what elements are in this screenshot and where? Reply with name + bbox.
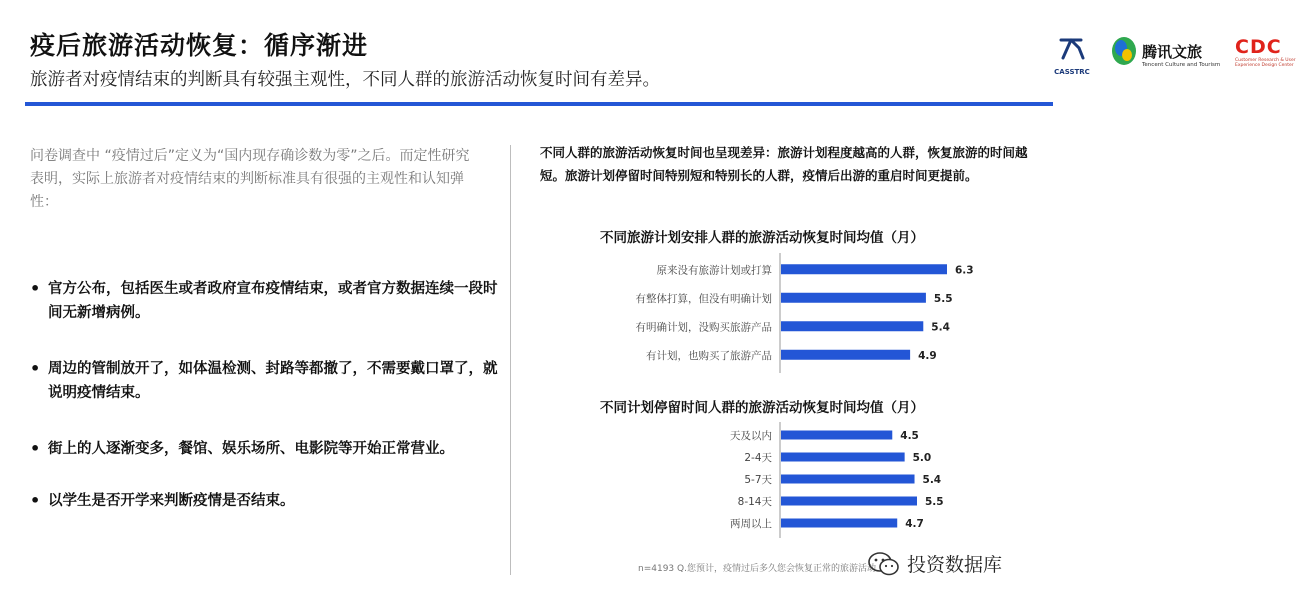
chart2-value-label: 4.5 bbox=[900, 430, 919, 442]
watermark bbox=[867, 550, 1002, 577]
cdc-logo bbox=[1235, 36, 1305, 68]
chart1-value-label: 5.5 bbox=[933, 292, 953, 305]
chart2-stay-duration bbox=[560, 422, 1020, 534]
bullet-item: • 街上的人逐渐变多，餐馆、娱乐场所、电影院等开始正常营业。 bbox=[30, 437, 500, 461]
chart2-value-label: 5.4 bbox=[922, 474, 942, 486]
page-title: 疫后旅游活动恢复：循序渐进 bbox=[30, 31, 369, 60]
left-intro-text: 问卷调查中 “疫情过后”定义为“国内现存确诊数为零”之后。而定性研究表明，实际上旅游者对疫情结束的判断标准具有很强的主观性和认知弹性： bbox=[30, 148, 470, 210]
chart2-category-label: 5-7天 bbox=[744, 474, 772, 486]
tencent-leaf-icon bbox=[1110, 36, 1138, 70]
bullet-item: • 官方公布，包括医生或者政府宣布疫情结束，或者官方数据连续一段时间无新增病例。 bbox=[30, 277, 500, 325]
chart1-category-label: 原来没有旅游计划或打算 bbox=[656, 264, 772, 277]
cdc-sub: Customer Research & User Experience Design Center bbox=[1235, 58, 1296, 68]
header-divider-bar bbox=[25, 102, 1053, 106]
tencent-logo bbox=[1110, 36, 1220, 74]
chart1-value-label: 4.9 bbox=[918, 349, 937, 362]
chart1-bar bbox=[781, 293, 926, 303]
chart1-title: 不同旅游计划安排人群的旅游活动恢复时间均值（月） bbox=[600, 230, 924, 246]
chart1-category-label: 有明确计划，没购买旅游产品 bbox=[635, 321, 772, 334]
chart2-category-label: 两周以上 bbox=[730, 518, 772, 530]
cdc-name: CDC bbox=[1235, 36, 1282, 58]
chart2-bar bbox=[781, 519, 897, 528]
chart1-category-label: 有计划，也购买了旅游产品 bbox=[646, 349, 772, 362]
bullet-item: • 以学生是否开学来判断疫情是否结束。 bbox=[30, 489, 500, 513]
watermark-text: 投资数据库 bbox=[907, 554, 1003, 576]
chart2-bar bbox=[781, 475, 915, 484]
chart2-bar bbox=[781, 497, 917, 506]
casstrc-emblem-icon bbox=[1057, 36, 1087, 62]
chart2-value-label: 4.7 bbox=[905, 518, 924, 530]
casstrc-logo bbox=[1050, 36, 1094, 76]
chart1-bar bbox=[781, 321, 923, 331]
chart2-category-label: 天及以内 bbox=[730, 430, 772, 442]
page-subtitle: 旅游者对疫情结束的判断具有较强主观性，不同人群的旅游活动恢复时间有差异。 bbox=[30, 70, 660, 90]
wechat-icon bbox=[867, 551, 901, 577]
chart2-title: 不同计划停留时间人群的旅游活动恢复时间均值（月） bbox=[600, 400, 924, 416]
chart1-value-label: 5.4 bbox=[931, 321, 950, 334]
chart2-value-label: 5.0 bbox=[912, 452, 932, 464]
chart2-category-label: 2-4天 bbox=[744, 452, 772, 464]
chart1-category-label: 有整体打算，但没有明确计划 bbox=[635, 292, 772, 305]
tencent-name: 腾讯文旅 bbox=[1142, 43, 1203, 61]
casstrc-text: CASSTRC bbox=[1054, 68, 1090, 76]
bullet-list bbox=[30, 277, 500, 541]
right-intro-text: 不同人群的旅游活动恢复时间也呈现差异：旅游计划程度越高的人群，恢复旅游的时间越短。旅游计划停留时间特别短和特别长的人群，疫情后出游的重启时间更提前。 bbox=[540, 145, 1028, 183]
chart2-bar bbox=[781, 431, 892, 440]
chart1-value-label: 6.3 bbox=[955, 264, 974, 277]
column-divider bbox=[510, 145, 511, 575]
footnote: n=4193 Q.您预计，疫情过后多久您会恢复正常的旅游活动 bbox=[638, 564, 876, 574]
chart1-plan-arrangement bbox=[560, 253, 1020, 365]
chart2-value-label: 5.5 bbox=[925, 496, 944, 508]
chart2-bar bbox=[781, 453, 905, 462]
chart1-bar bbox=[781, 264, 947, 274]
chart1-bar bbox=[781, 350, 910, 360]
bullet-item: • 周边的管制放开了，如体温检测、封路等都撤了，不需要戴口罩了，就说明疫情结束。 bbox=[30, 357, 500, 405]
chart2-category-label: 8-14天 bbox=[737, 496, 772, 508]
tencent-sub: Tencent Culture and Tourism bbox=[1142, 62, 1221, 68]
